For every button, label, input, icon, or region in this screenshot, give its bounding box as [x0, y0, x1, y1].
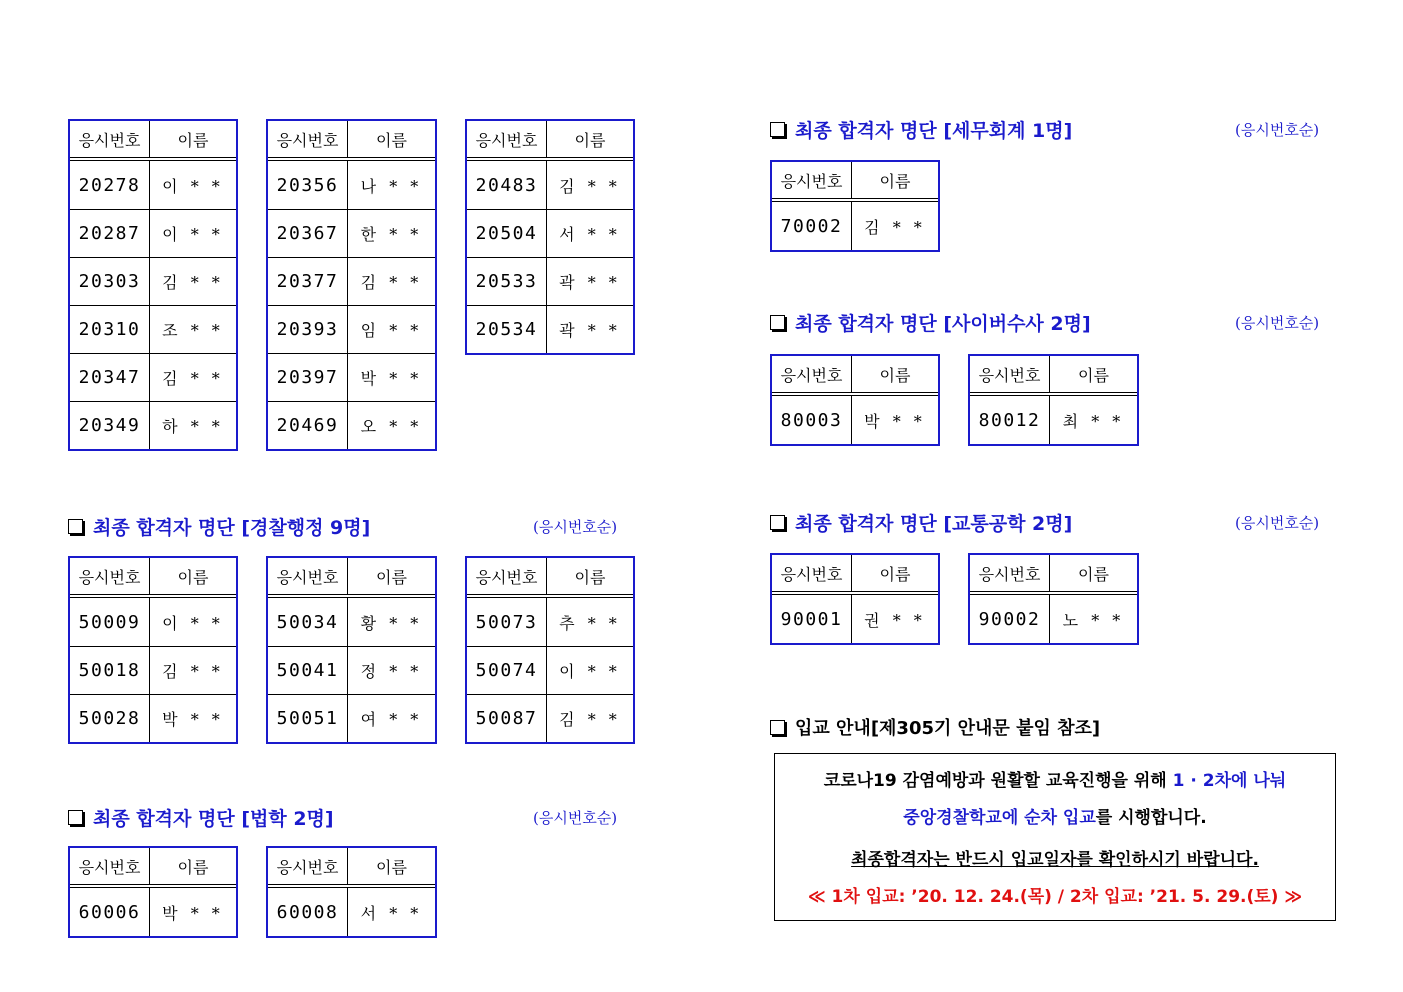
section-title-text: 최종 합격자 명단 [교통공학 2명] — [795, 513, 1073, 535]
table-header — [268, 121, 435, 161]
checkbox-square-icon — [770, 122, 785, 137]
candidate-name: 하 * * — [162, 417, 224, 436]
section-title-tax — [770, 116, 1072, 143]
exam-number: 80012 — [970, 396, 1050, 444]
checkbox-square-icon — [68, 810, 83, 825]
candidate-name: 김 * * — [559, 176, 621, 196]
exam-number: 20504 — [467, 210, 547, 257]
table-header — [268, 848, 435, 888]
table-row — [970, 396, 1137, 444]
header-exam-number: 응시번호 — [467, 121, 547, 157]
section-title-text: 최종 합격자 명단 [법학 2명] — [93, 808, 334, 830]
result-table — [968, 354, 1139, 446]
table-row — [467, 598, 633, 646]
candidate-name: 박 * * — [360, 369, 423, 388]
header-exam-number: 응시번호 — [268, 848, 348, 884]
order-note: (응시번호순) — [533, 809, 618, 827]
exam-number: 20533 — [467, 258, 547, 305]
table-row — [268, 161, 435, 209]
candidate-name: 노 * * — [1062, 610, 1125, 630]
header-exam-number: 응시번호 — [772, 555, 852, 591]
section-title-text: 최종 합격자 명단 [사이버수사 2명] — [795, 313, 1091, 335]
admission-notice-box — [774, 753, 1336, 921]
candidate-name: 김 * * — [559, 710, 621, 729]
candidate-name: 김 * * — [360, 273, 423, 292]
header-exam-number: 응시번호 — [70, 121, 150, 157]
header-name: 이름 — [574, 130, 606, 150]
table-row — [467, 305, 633, 353]
result-table — [266, 119, 437, 451]
exam-number: 50018 — [70, 647, 150, 694]
exam-number: 50087 — [467, 695, 547, 742]
header-name: 이름 — [574, 567, 606, 587]
order-note: (응시번호순) — [533, 518, 618, 536]
candidate-name: 박 * * — [864, 411, 926, 431]
table-header — [970, 555, 1137, 595]
order-note: (응시번호순) — [1235, 121, 1320, 139]
header-name: 이름 — [376, 857, 407, 877]
candidate-name: 나 * * — [360, 176, 423, 196]
result-table — [770, 553, 940, 645]
table-row — [70, 646, 236, 694]
table-row — [268, 257, 435, 305]
header-exam-number: 응시번호 — [70, 558, 150, 594]
table-header — [772, 555, 938, 595]
notice-line-1 — [775, 766, 1335, 791]
exam-number: 20349 — [70, 402, 150, 449]
header-name: 이름 — [1078, 564, 1109, 584]
section-title-admission — [770, 714, 1100, 740]
table-header — [70, 558, 236, 598]
candidate-name: 이 * * — [162, 613, 224, 633]
exam-number: 50034 — [268, 598, 348, 646]
candidate-name: 최 * * — [1062, 411, 1125, 431]
candidate-name: 서 * * — [360, 903, 423, 923]
result-table — [770, 354, 940, 446]
checkbox-square-icon — [770, 720, 785, 735]
header-name: 이름 — [376, 130, 407, 150]
table-header — [467, 558, 633, 598]
table-row — [268, 209, 435, 257]
table-row — [70, 598, 236, 646]
exam-number: 20367 — [268, 210, 348, 257]
table-row — [467, 209, 633, 257]
section-title-text: 최종 합격자 명단 [세무회계 1명] — [795, 120, 1073, 142]
header-exam-number: 응시번호 — [970, 555, 1050, 591]
result-table — [68, 846, 238, 938]
result-table — [68, 119, 238, 451]
table-row — [70, 888, 236, 936]
table-header — [70, 121, 236, 161]
table-header — [268, 558, 435, 598]
table-row — [70, 161, 236, 209]
candidate-name: 김 * * — [162, 273, 224, 292]
header-exam-number: 응시번호 — [268, 121, 348, 157]
exam-number: 90002 — [970, 595, 1050, 643]
table-header — [970, 356, 1137, 396]
exam-number: 20310 — [70, 306, 150, 353]
exam-number: 50009 — [70, 598, 150, 646]
candidate-name: 박 * * — [162, 903, 224, 923]
table-row — [467, 646, 633, 694]
exam-number: 60008 — [268, 888, 348, 936]
candidate-name: 곽 * * — [559, 273, 621, 292]
result-table — [68, 556, 238, 744]
order-note: (응시번호순) — [1235, 514, 1320, 532]
checkbox-square-icon — [68, 519, 83, 534]
candidate-name: 황 * * — [360, 613, 423, 633]
exam-number: 50028 — [70, 695, 150, 742]
header-name: 이름 — [879, 564, 911, 584]
notice-highlight: 1 · 2차에 나눠 — [1172, 771, 1287, 791]
notice-highlight: 중앙경찰학교에 순차 입교 — [903, 808, 1096, 828]
exam-number: 20303 — [70, 258, 150, 305]
section-title-police-admin — [68, 513, 370, 540]
table-row — [268, 646, 435, 694]
section-title-text: 입교 안내[제305기 안내문 붙임 참조] — [795, 718, 1101, 739]
table-row — [70, 694, 236, 742]
result-table — [968, 553, 1139, 645]
table-row — [70, 257, 236, 305]
result-table — [465, 119, 635, 355]
header-exam-number: 응시번호 — [467, 558, 547, 594]
header-name: 이름 — [1078, 365, 1109, 385]
candidate-name: 정 * * — [360, 662, 423, 681]
table-header — [772, 162, 938, 202]
header-exam-number: 응시번호 — [772, 356, 852, 392]
header-name: 이름 — [376, 567, 407, 587]
exam-number: 20393 — [268, 306, 348, 353]
table-row — [70, 353, 236, 401]
header-exam-number: 응시번호 — [772, 162, 852, 198]
table-header — [70, 848, 236, 888]
candidate-name: 권 * * — [864, 610, 926, 630]
header-name: 이름 — [177, 130, 209, 150]
table-header — [772, 356, 938, 396]
header-name: 이름 — [879, 365, 911, 385]
table-row — [70, 209, 236, 257]
exam-number: 20397 — [268, 354, 348, 401]
exam-number: 50041 — [268, 647, 348, 694]
candidate-name: 추 * * — [559, 613, 621, 633]
header-name: 이름 — [177, 567, 209, 587]
table-row — [467, 694, 633, 742]
table-row — [268, 353, 435, 401]
table-row — [70, 305, 236, 353]
table-row — [268, 694, 435, 742]
header-exam-number: 응시번호 — [70, 848, 150, 884]
table-row — [268, 888, 435, 936]
notice-admission-dates: ≪ 1차 입교: ’20. 12. 24.(목) / 2차 입교: ’21. 5. 29.(토) ≫ — [807, 887, 1303, 907]
table-row — [268, 598, 435, 646]
exam-number: 50051 — [268, 695, 348, 742]
candidate-name: 한 * * — [360, 225, 423, 244]
table-row — [268, 305, 435, 353]
exam-number: 50073 — [467, 598, 547, 646]
header-name: 이름 — [177, 857, 209, 877]
candidate-name: 이 * * — [162, 225, 224, 244]
exam-number: 20534 — [467, 306, 547, 353]
exam-number: 50074 — [467, 647, 547, 694]
table-header — [467, 121, 633, 161]
table-row — [70, 401, 236, 449]
checkbox-square-icon — [770, 315, 785, 330]
candidate-name: 곽 * * — [559, 321, 621, 340]
exam-number: 20469 — [268, 402, 348, 449]
table-row — [772, 202, 938, 250]
result-table — [266, 846, 437, 938]
order-note: (응시번호순) — [1235, 314, 1320, 332]
table-row — [467, 161, 633, 209]
exam-number: 20377 — [268, 258, 348, 305]
section-title-cyber — [770, 309, 1091, 336]
exam-number: 20278 — [70, 161, 150, 209]
notice-text: 코로나19 감염예방과 원활할 교육진행을 위해 — [823, 771, 1167, 791]
table-row — [467, 257, 633, 305]
checkbox-square-icon — [770, 515, 785, 530]
section-title-traffic — [770, 509, 1072, 536]
exam-number: 80003 — [772, 396, 852, 444]
exam-number: 20483 — [467, 161, 547, 209]
table-row — [772, 396, 938, 444]
result-table — [465, 556, 635, 744]
table-row — [970, 595, 1137, 643]
exam-number: 20287 — [70, 210, 150, 257]
header-exam-number: 응시번호 — [970, 356, 1050, 392]
result-table — [266, 556, 437, 744]
exam-number: 90001 — [772, 595, 852, 643]
header-name: 이름 — [879, 171, 911, 191]
table-row — [268, 401, 435, 449]
header-exam-number: 응시번호 — [268, 558, 348, 594]
candidate-name: 박 * * — [162, 710, 224, 729]
exam-number: 20356 — [268, 161, 348, 209]
candidate-name: 김 * * — [162, 662, 224, 681]
candidate-name: 오 * * — [360, 417, 423, 436]
candidate-name: 이 * * — [559, 662, 621, 681]
candidate-name: 조 * * — [162, 321, 224, 340]
candidate-name: 서 * * — [559, 225, 621, 244]
notice-line-3: 최종합격자는 반드시 입교일자를 확인하시기 바랍니다. — [851, 850, 1259, 870]
candidate-name: 이 * * — [162, 176, 224, 196]
notice-text: 를 시행합니다. — [1095, 808, 1207, 828]
candidate-name: 김 * * — [162, 369, 224, 388]
exam-number: 20347 — [70, 354, 150, 401]
table-row — [772, 595, 938, 643]
section-title-law — [68, 804, 334, 831]
candidate-name: 임 * * — [360, 321, 423, 340]
exam-number: 70002 — [772, 202, 852, 250]
candidate-name: 여 * * — [360, 710, 423, 729]
exam-number: 60006 — [70, 888, 150, 936]
notice-line-2 — [775, 803, 1335, 828]
candidate-name: 김 * * — [864, 217, 926, 237]
result-table — [770, 160, 940, 252]
section-title-text: 최종 합격자 명단 [경찰행정 9명] — [93, 517, 371, 539]
